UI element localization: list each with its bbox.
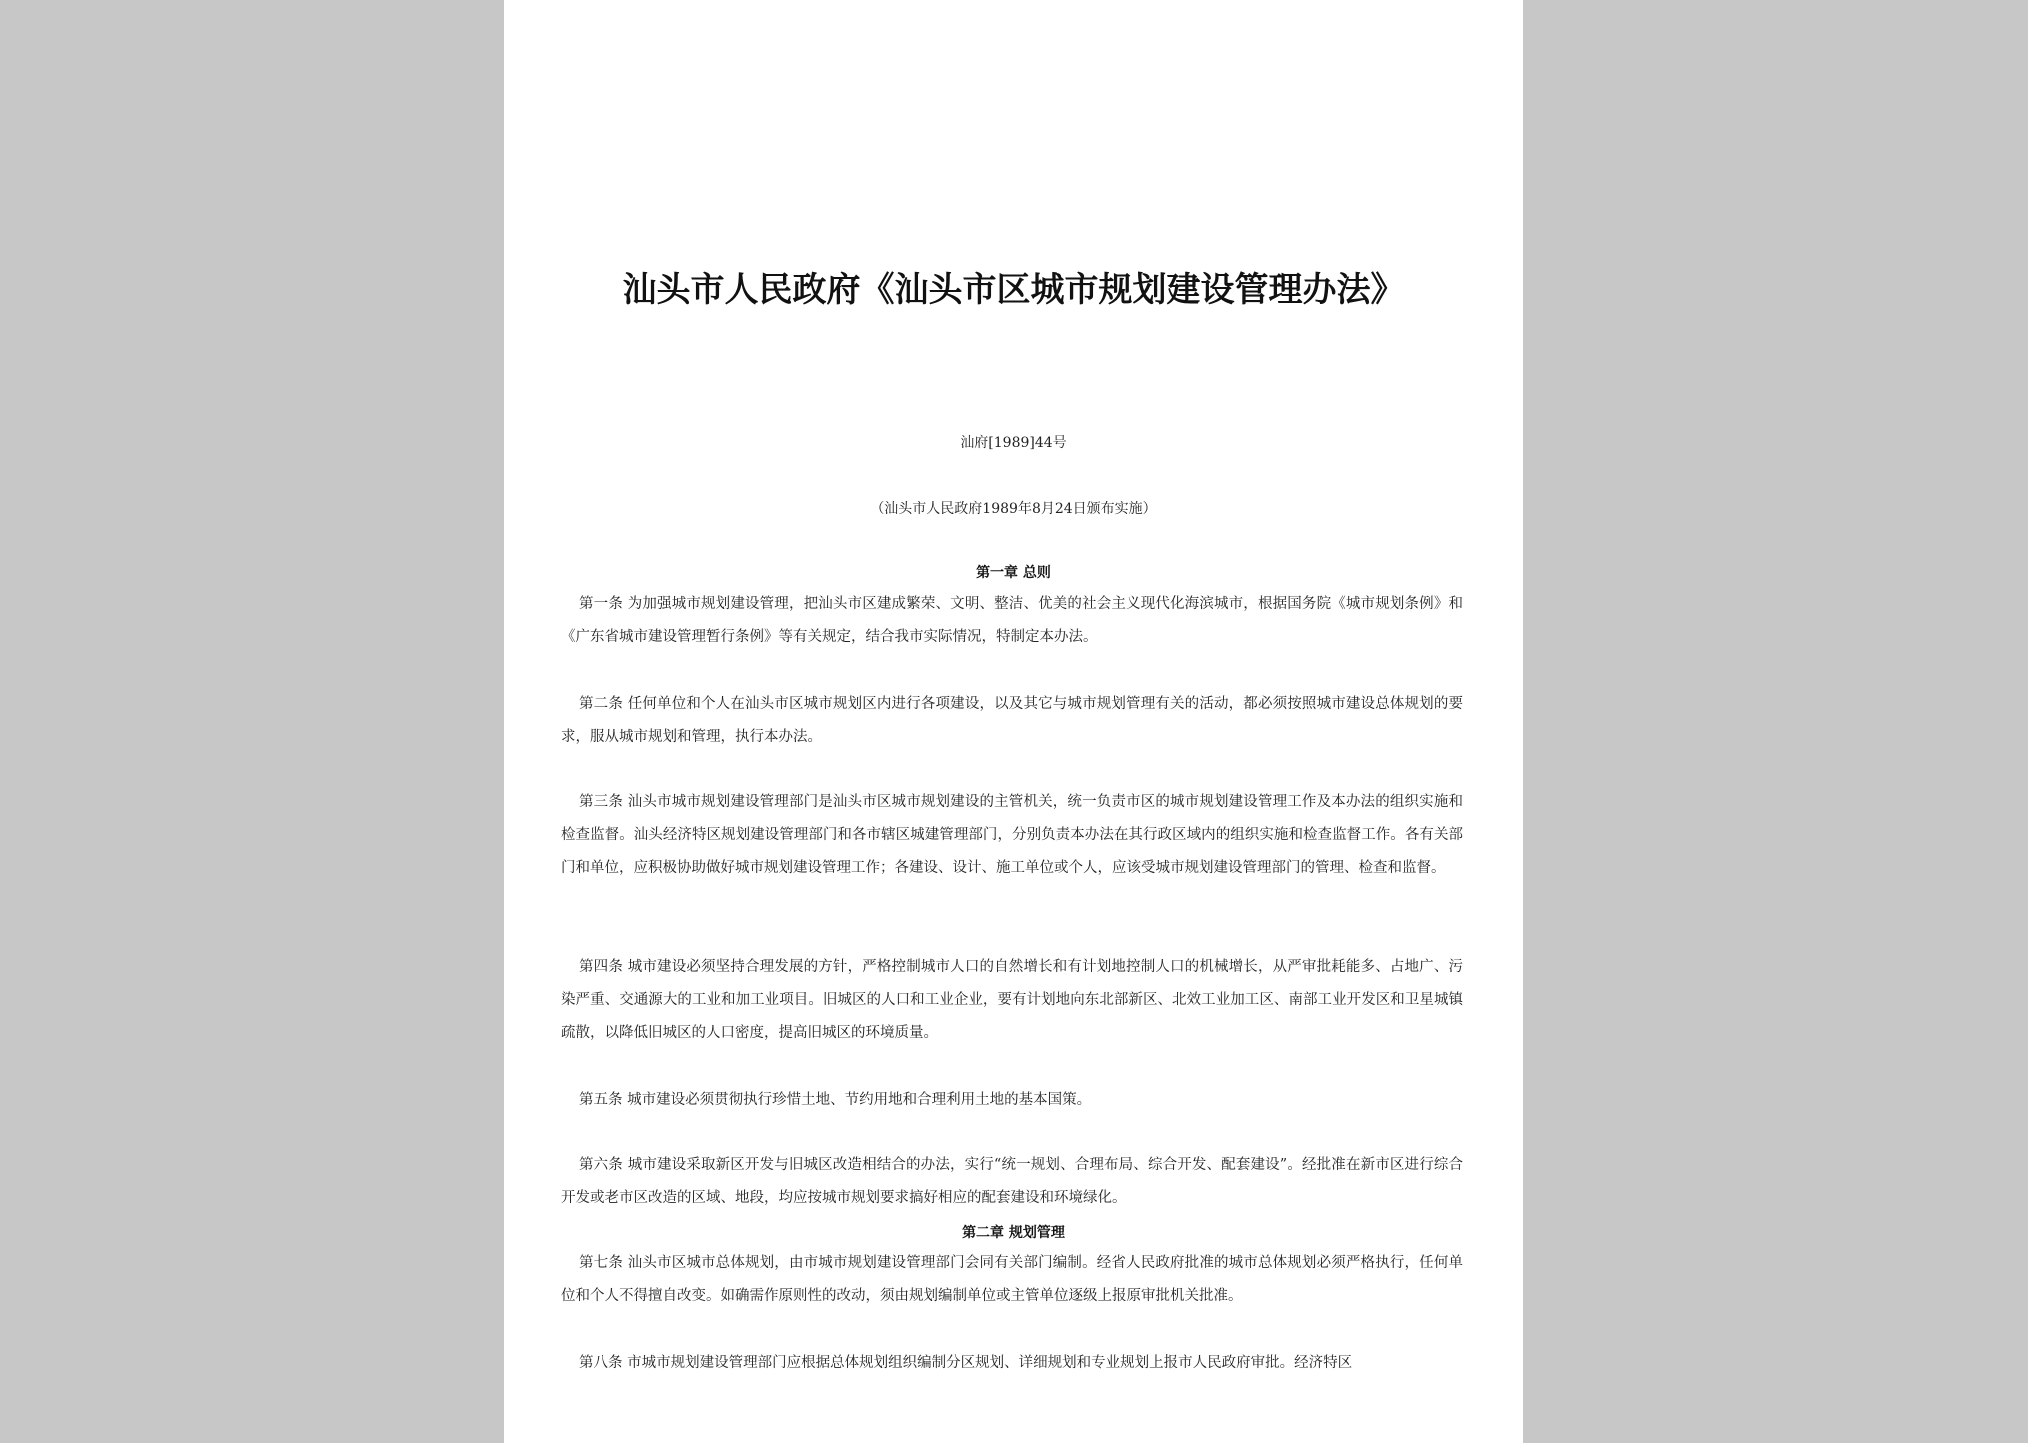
article-4: 第四条 城市建设必须坚持合理发展的方针，严格控制城市人口的自然增长和有计划地控制人口的机械增长，从严审批耗能多、占地广、污染严重、交通源大的工业和加工业项目。旧城区的人口和工业企业，要有计划地向东北部新区、北效工业加工区、南部工业开发区和卫星城镇疏散，以降低旧城区的人口密度，提高旧城区的环境质量。 [561, 959, 1463, 1041]
chapter-heading-2: 第二章 规划管理 [962, 1225, 1065, 1241]
article-7: 第七条 汕头市区城市总体规划，由市城市规划建设管理部门会同有关部门编制。经省人民政府批准的城市总体规划必须严格执行，任何单位和个人不得擅自改变。如确需作原则性的改动，须由规划编制单位或主管单位逐级上报原审批机关批准。 [561, 1255, 1463, 1304]
document-number: 汕府[1989]44号 [960, 435, 1067, 451]
article-5: 第五条 城市建设必须贯彻执行珍惜土地、节约用地和合理利用土地的基本国策。 [579, 1092, 1092, 1108]
chapter-heading-1: 第一章 总则 [976, 565, 1051, 581]
document-title: 汕头市人民政府《汕头市区城市规划建设管理办法》 [622, 270, 1405, 310]
promulgation-note: （汕头市人民政府1989年8月24日颁布实施） [870, 501, 1157, 517]
article-2: 第二条 任何单位和个人在汕头市区城市规划区内进行各项建设，以及其它与城市规划管理有关的活动，都必须按照城市建设总体规划的要求，服从城市规划和管理，执行本办法。 [561, 696, 1463, 745]
article-6: 第六条 城市建设采取新区开发与旧城区改造相结合的办法，实行“统一规划、合理布局、综合开发、配套建设”。经批准在新市区进行综合开发或老市区改造的区域、地段，均应按城市规划要求搞好相应的配套建设和环境绿化。 [561, 1157, 1463, 1206]
article-1: 第一条 为加强城市规划建设管理，把汕头市区建成繁荣、文明、整洁、优美的社会主义现代化海滨城市，根据国务院《城市规划条例》和《广东省城市建设管理暂行条例》等有关规定，结合我市实际情况，特制定本办法。 [561, 596, 1463, 645]
document-page [504, 0, 1523, 1443]
article-3: 第三条 汕头市城市规划建设管理部门是汕头市区城市规划建设的主管机关，统一负责市区的城市规划建设管理工作及本办法的组织实施和检查监督。汕头经济特区规划建设管理部门和各市辖区城建管理部门，分别负责本办法在其行政区域内的组织实施和检查监督工作。各有关部门和单位，应积极协助做好城市规划建设管理工作；各建设、设计、施工单位或个人，应该受城市规划建设管理部门的管理、检查和监督。 [561, 794, 1463, 876]
article-8: 第八条 市城市规划建设管理部门应根据总体规划组织编制分区规划、详细规划和专业规划上报市人民政府审批。经济特区 [579, 1355, 1353, 1371]
